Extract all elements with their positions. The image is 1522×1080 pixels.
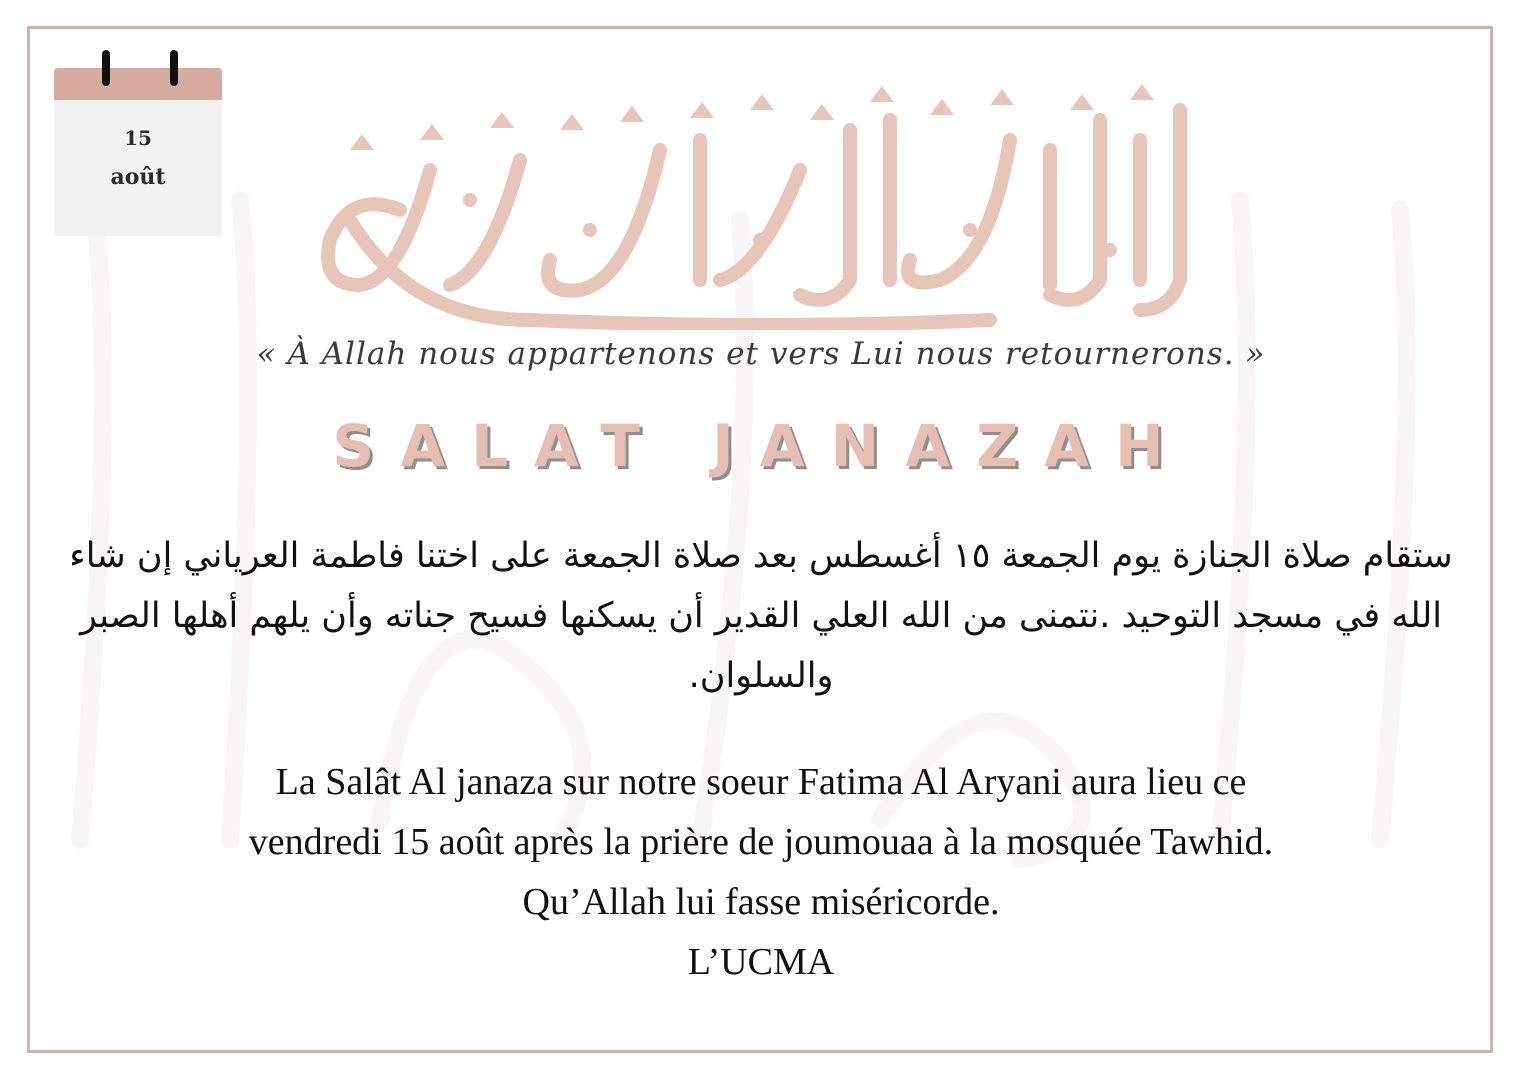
french-line: La Salât Al janaza sur notre soeur Fatima Al Aryani aura lieu ce (275, 761, 1247, 803)
calendar-month: août (110, 164, 166, 190)
arabic-announcement: ستقام صلاة الجنازة يوم الجمعة ١٥ أغسطس بعد صلاة الجمعة على اختنا فاطمة العرياني إن شاء الله في مسجد التوحيد .نتمنى من الله العلي القدير أن يسكنها فسيح جناته وأن يلهم أهلها الصبر والسلوان. (69, 536, 1453, 696)
calendar-header (54, 68, 222, 100)
translation-quote: « À Allah nous appartenons et vers Lui nous retournerons. » (256, 336, 1266, 372)
calendar-day: 15 (124, 126, 152, 150)
page-title: SALAT JANAZAH (332, 412, 1190, 480)
calendar-icon (54, 68, 222, 236)
french-line: vendredi 15 août après la prière de joumouaa à la mosquée Tawhid. (248, 821, 1274, 863)
french-announcement (70, 752, 1452, 992)
calendar-ring (170, 50, 178, 86)
signature: L’UCMA (687, 941, 835, 983)
arabic-calligraphy (290, 80, 1220, 330)
french-line: Qu’Allah lui fasse miséricorde. (522, 881, 1000, 923)
calendar-ring (102, 50, 110, 86)
